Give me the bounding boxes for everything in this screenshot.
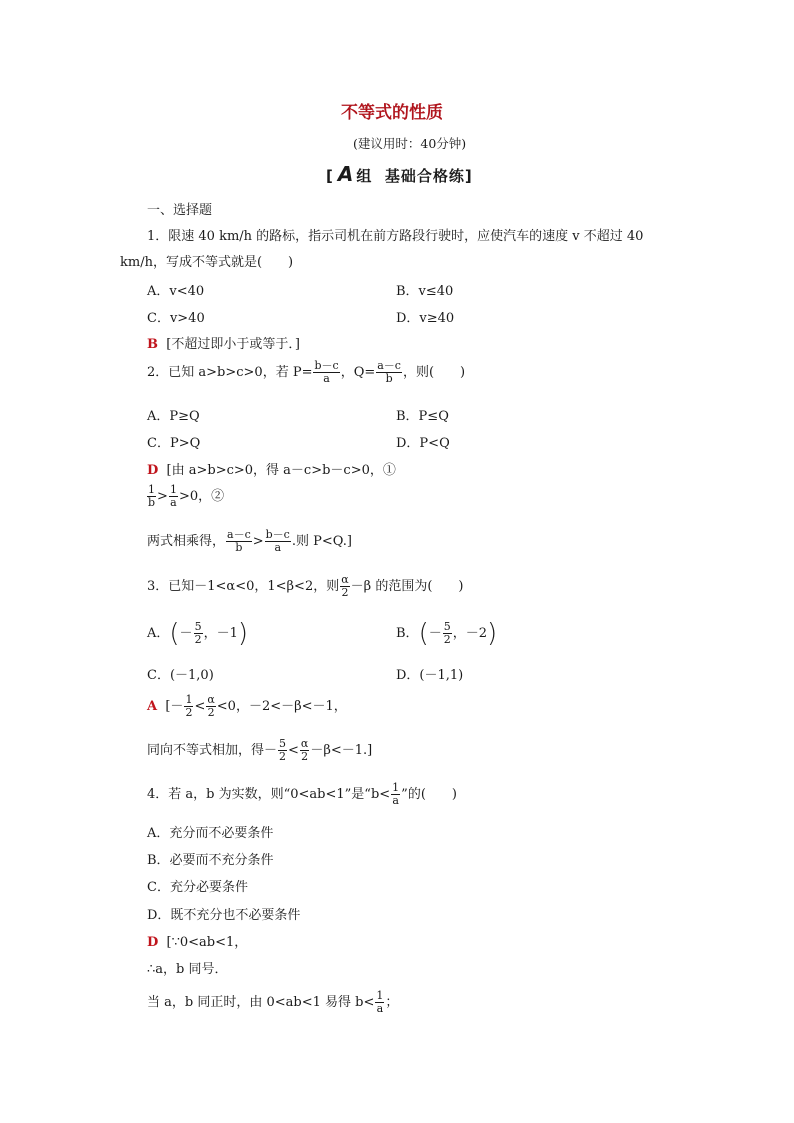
q2-answer-line3 — [147, 529, 352, 554]
q1-answer-text: [不超过即小于或等于．] — [166, 337, 300, 352]
frac-num: α — [341, 573, 349, 586]
q3-option-c: C．(－1,0) — [147, 668, 214, 683]
q4-answer-line1 — [147, 931, 247, 950]
frac-den: a — [170, 496, 177, 509]
q3-ans-pre2: 同向不等式相加，得－ — [147, 743, 278, 758]
frac-num: 1 — [185, 693, 193, 706]
q2-option-d: D．P<Q — [396, 436, 450, 451]
q3-ans-frac-3 — [278, 738, 287, 763]
group-bracket-open: [ — [326, 167, 334, 185]
q2-answer-letter: D — [147, 463, 159, 478]
q1-stem-line1: 1．限速 40 km/h 的路标，指示司机在前方路段行驶时，应使汽车的速度 v 不超过 40 — [147, 229, 644, 244]
q2-ans-gt2: > — [252, 534, 264, 549]
q3-ans-frac-1 — [184, 694, 193, 719]
q4-ans-frac — [375, 990, 384, 1015]
frac-den: b — [235, 541, 243, 554]
q2-ans-tail2: >0，② — [178, 489, 225, 504]
q3-stem-post: －β 的范围为( ) — [350, 579, 464, 594]
q2-ans-tail3: .则 P<Q.] — [291, 534, 352, 549]
frac-den: 2 — [301, 750, 309, 763]
q2-ans-frac-4 — [265, 529, 291, 554]
q2-option-b: B．P≤Q — [396, 409, 449, 424]
q1-option-d: D．v≥40 — [396, 311, 455, 326]
q1-option-c: C．v>40 — [147, 311, 205, 326]
q3-ans-frac-4 — [300, 738, 309, 763]
frac-num: 5 — [194, 620, 202, 633]
frac-den: a — [392, 794, 399, 807]
suggested-time: (建议用时：40分钟) — [353, 136, 467, 151]
q3-ans-tail1: <0，－2<－β<－1， — [216, 699, 347, 714]
q1-answer-letter: B — [147, 337, 158, 352]
q3-ans-pre1: [－ — [165, 699, 184, 714]
q2-answer-line2 — [146, 484, 224, 509]
q2-option-c: C．P>Q — [147, 436, 201, 451]
frac-den: 2 — [279, 750, 287, 763]
q2-stem-post: ，则( ) — [402, 365, 466, 380]
group-name: 基础合格练 — [384, 167, 465, 185]
q2-stem-pre: 2．已知 a>b>c>0，若 P= — [147, 365, 313, 380]
frac-num: b－c — [314, 359, 339, 372]
q4-ans-pre3: 当 a，b 同正时，由 0<ab<1 易得 b< — [147, 995, 375, 1010]
q3-option-a: A．(－ $\frac{5}{2}$ ，－1) — [147, 618, 248, 649]
frac-num: 1 — [376, 989, 384, 1002]
frac-num: a－c — [377, 359, 401, 372]
frac-num: 1 — [148, 483, 156, 496]
q2-stem — [147, 360, 465, 385]
frac-num: 5 — [279, 737, 287, 750]
q4-stem-pre: 4．若 a，b 为实数，则“0<ab<1”是“b< — [147, 787, 391, 802]
q4-answer-line3 — [147, 990, 398, 1015]
q1-option-a: A．v<40 — [147, 284, 205, 299]
frac-den: b — [148, 496, 156, 509]
q1-stem-line2: km/h，写成不等式就是( ) — [120, 255, 294, 270]
q3-answer-letter: A — [147, 699, 158, 714]
q3-option-d: D．(－1,1) — [396, 668, 464, 683]
frac-den: b — [385, 372, 393, 385]
frac-num: 5 — [443, 620, 451, 633]
q4-fraction — [391, 782, 400, 807]
frac-num: a－c — [227, 528, 251, 541]
q3-stem — [147, 574, 463, 599]
frac-num: 1 — [169, 483, 177, 496]
section-heading: 一、选择题 — [147, 203, 213, 218]
q2-fraction-q — [376, 360, 402, 385]
q2-answer-line1 — [147, 459, 396, 478]
q3-option-b: B．(－ $\frac{5}{2}$ ，－2) — [396, 618, 498, 649]
q3-ans-frac-2 — [206, 694, 215, 719]
q3-b-label: B． — [396, 626, 419, 641]
frac-den: a — [274, 541, 282, 554]
paren-open: ( — [169, 618, 180, 649]
q3-ans-tail2: －β<－1.] — [310, 743, 373, 758]
q1-option-b: B．v≤40 — [396, 284, 454, 299]
frac-den: 2 — [207, 706, 215, 719]
q3-answer-line1: A [－ $\frac{1}{2}$ < $\frac{\alpha}{2}$ <0，－2<－β<－1， — [147, 693, 347, 719]
q3-a-tail: ，－1 — [203, 626, 238, 641]
q2-ans-frac-1 — [147, 484, 156, 509]
q4-answer-letter: D — [147, 935, 159, 950]
q4-ans-tail3: ； — [385, 995, 399, 1010]
frac-den: 2 — [194, 633, 202, 646]
q4-stem-post: ”的( ) — [401, 787, 457, 802]
q2-fraction-p — [313, 360, 339, 385]
q4-option-a: A．充分而不必要条件 — [147, 826, 274, 841]
q2-option-a: A．P≥Q — [147, 409, 200, 424]
q3-answer-line2: 同向不等式相加，得－ $\frac{5}{2}$ < $\frac{\alpha}{2}$ －β<－1.] — [147, 737, 373, 763]
q2-answer-text1: [由 a>b>c>0，得 a－c>b－c>0，① — [166, 463, 396, 478]
frac-den: a — [323, 372, 330, 385]
page-title: 不等式的性质 — [341, 103, 443, 123]
frac-den: 2 — [341, 586, 349, 599]
group-word: 组 — [356, 167, 373, 185]
q2-stem-mid: ，Q= — [340, 365, 376, 380]
q3-b-tail: ，－2 — [452, 626, 488, 641]
q4-stem — [147, 782, 457, 807]
frac-den: a — [376, 1002, 384, 1015]
frac-num: α — [207, 693, 215, 706]
group-heading — [326, 162, 473, 186]
frac-den: 2 — [443, 633, 451, 646]
paren-close: ) — [487, 618, 498, 649]
paren-open: ( — [418, 618, 429, 649]
frac-num: b－c — [265, 528, 290, 541]
group-bracket-close: ] — [464, 167, 473, 185]
q1-answer — [147, 333, 300, 352]
q4-option-c: C．充分必要条件 — [147, 880, 248, 895]
q4-option-d: D．既不充分也不必要条件 — [147, 908, 301, 923]
paren-close: ) — [237, 618, 248, 649]
q3-stem-pre: 3．已知－1<α<0，1<β<2，则 — [147, 579, 340, 594]
frac-den: 2 — [185, 706, 193, 719]
q3-fraction — [340, 574, 349, 599]
frac-num: α — [300, 737, 309, 750]
q4-answer-text1: [∵0<ab<1， — [166, 935, 248, 950]
frac-num: 1 — [392, 781, 400, 794]
q4-option-b: B．必要而不充分条件 — [147, 853, 274, 868]
q2-ans-frac-2 — [169, 484, 178, 509]
q3-b-frac — [443, 621, 452, 646]
q2-ans-frac-3 — [226, 529, 252, 554]
group-letter: A — [337, 162, 355, 186]
q3-a-label: A． — [147, 626, 170, 641]
q2-ans-pre3: 两式相乘得， — [147, 534, 226, 549]
q4-answer-line2: ∴a，b 同号． — [147, 962, 228, 977]
q2-ans-gt: > — [157, 489, 168, 504]
q3-a-frac — [194, 621, 203, 646]
